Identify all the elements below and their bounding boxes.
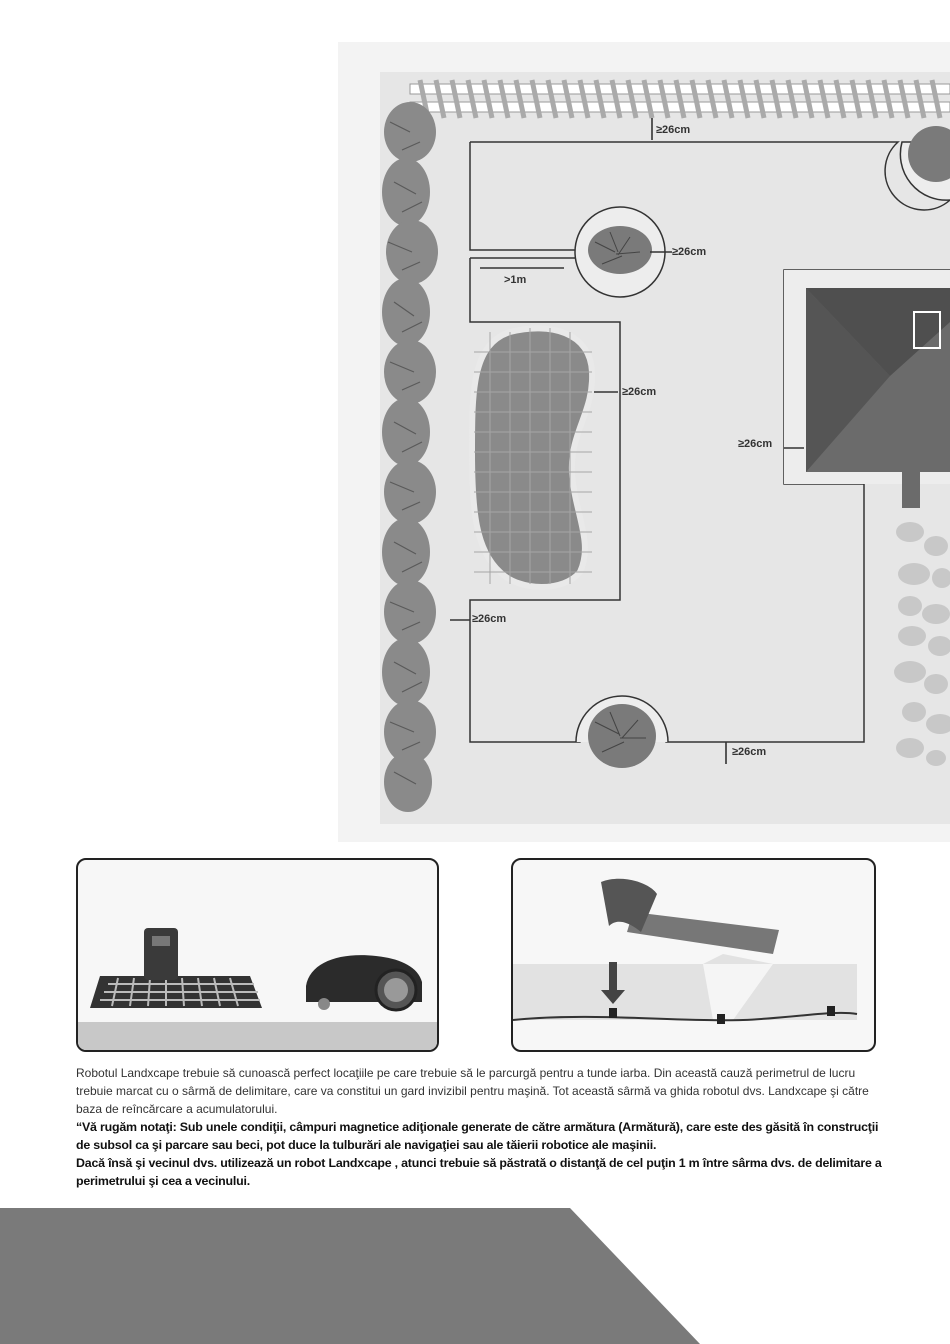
hammer-icon xyxy=(601,879,779,954)
robot-mower xyxy=(306,955,422,1010)
garden-layout-diagram xyxy=(380,72,950,824)
fence xyxy=(410,80,950,118)
intro-paragraph: Robotul Landxcape trebuie să cunoască perfect locaţiile pe care trebuie să le parcurgă pentru a tunde iarba. Din această cauză perimetrul de lucru trebuie marcat cu o sârmă de delimitare, care va constitui un gard invizibil pentru maşină. Tot această sârmă va ghida robotul dvs. Landxcape şi către baza de reîncărcare a acumulatorului. xyxy=(76,1066,869,1116)
wire-peg-drawing xyxy=(513,860,874,1050)
magnetic-note: “Vă rugăm notaţi: Sub unele condiţii, câmpuri magnetice adiţionale generate de către armătura (Armătură), care este des găsită în construcţii de subsol ca şi parcare sau beci, pot duce la tulburări ale navigaţiei sau ale tăierii robotice ale maşinii. xyxy=(76,1120,879,1152)
label-house-gap: ≥26cm xyxy=(738,438,773,450)
label-pool-gap: ≥26cm xyxy=(622,386,657,398)
stepping-stones xyxy=(894,522,950,766)
footer-shape xyxy=(0,1208,950,1344)
charging-station-illustration xyxy=(76,858,439,1052)
neighbor-note: Dacă însă şi vecinul dvs. utilizează un robot Landxcape , atunci trebuie să păstrată o distanţă de cel puţin 1 m între sârma dvs. de delimitare a perimetrului şi cea a vecinului. xyxy=(76,1156,882,1188)
bush-top xyxy=(588,226,652,274)
wire-peg-illustration xyxy=(511,858,876,1052)
label-bottom-gap: ≥26cm xyxy=(732,746,767,758)
garden-drawing xyxy=(380,72,950,824)
charging-station-drawing xyxy=(78,860,437,1050)
label-bush-gap: ≥26cm xyxy=(672,246,707,258)
bush-bottom xyxy=(588,704,656,768)
label-neighbor-gap: >1m xyxy=(504,274,527,286)
charging-base xyxy=(90,928,262,1008)
label-top-gap: ≥26cm xyxy=(656,124,691,136)
body-text xyxy=(76,1064,886,1190)
label-left-gap: ≥26cm xyxy=(472,613,507,625)
